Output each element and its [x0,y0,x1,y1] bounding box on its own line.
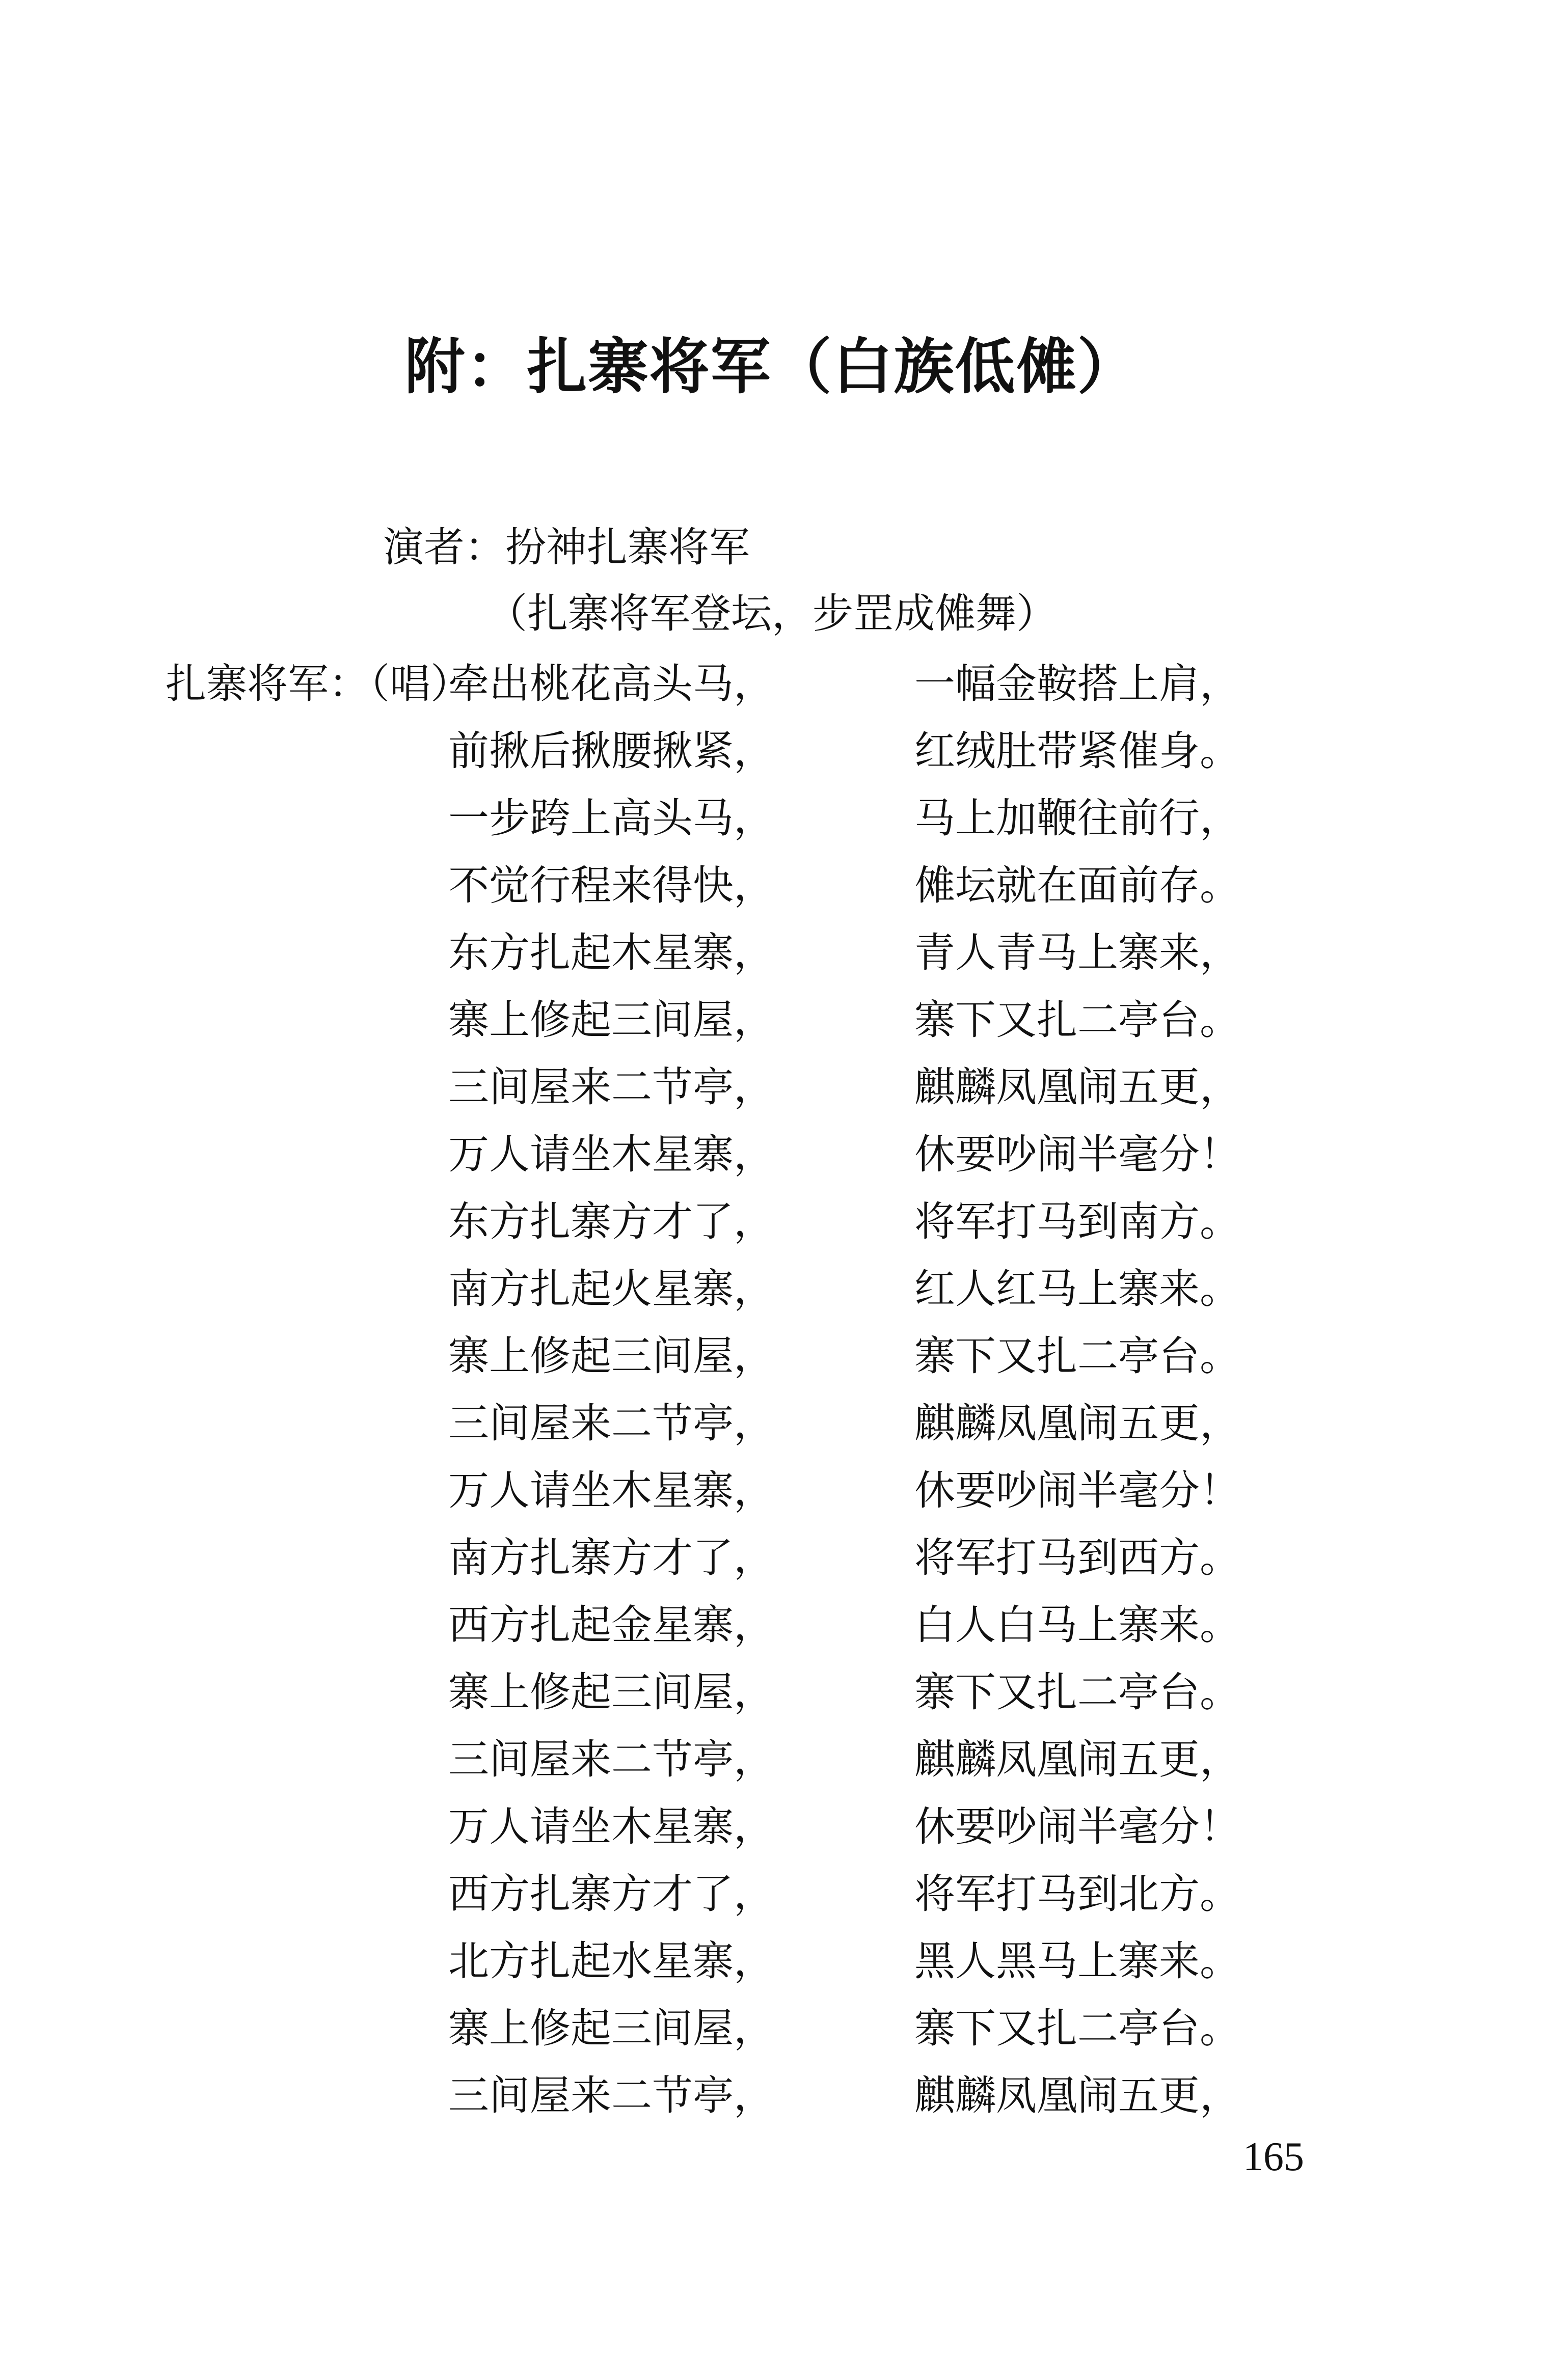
stage-direction: （扎寨将军登坛，步罡成傩舞） [486,590,1057,637]
verse-row [0,656,1543,723]
verse-row [0,1194,1543,1261]
verse-left: 东方扎寨方才了， [448,1198,774,1245]
verse-row [0,1933,1543,2001]
verse-left: 不觉行程来得快， [448,862,774,909]
verse-right: 寨下又扎二亭台。 [914,1668,1240,1716]
verse-right: 麒麟凤凰闹五更， [914,1400,1240,1447]
verse-left: 西方扎寨方才了， [448,1870,774,1918]
verse-row [0,1396,1543,1463]
page-number: 165 [1243,2135,1304,2179]
verse-row [0,858,1543,925]
verse-left: 寨上修起三间屋， [448,2005,774,2052]
verse-right: 休要吵闹半毫分！ [914,1131,1240,1178]
verse-right: 休要吵闹半毫分！ [914,1803,1240,1850]
verse-left: 南方扎起火星寨， [448,1265,774,1312]
verse-left: 寨上修起三间屋， [448,1332,774,1380]
verse-left: 北方扎起水星寨， [448,1937,774,1985]
verse-left: 万人请坐木星寨， [448,1467,774,1514]
verse-row [0,2001,1543,2068]
verse-right: 傩坛就在面前存。 [914,862,1240,909]
verse-right: 青人青马上寨来， [914,929,1240,976]
verse-right: 红人红马上寨来。 [914,1265,1240,1312]
verse-left: 三间屋来二节亭， [448,2072,774,2119]
verse-right: 寨下又扎二亭台。 [914,996,1240,1044]
verse-left: 前揪后揪腰揪紧， [448,727,774,775]
verse-left: 东方扎起木星寨， [448,929,774,976]
verse-row [0,1261,1543,1328]
verse-left: 三间屋来二节亭， [448,1063,774,1111]
performer-line: 演者：扮神扎寨将军 [383,524,750,571]
verse-row [0,1732,1543,1799]
verse-right: 将军打马到南方。 [914,1198,1240,1245]
verse-row [0,1664,1543,1732]
verse-row [0,1328,1543,1396]
verse-left: 一步跨上高头马， [448,795,774,842]
verse-right: 白人白马上寨来。 [914,1601,1240,1649]
verse-right: 将军打马到西方。 [914,1534,1240,1581]
verse-row [0,723,1543,790]
page-title: 附：扎寨将军（白族低傩） [404,332,1139,402]
speaker-label: 扎寨将军：（唱） [166,660,471,707]
verse-right: 休要吵闹半毫分！ [914,1467,1240,1514]
verse-row [0,2068,1543,2135]
verse-left: 三间屋来二节亭， [448,1736,774,1783]
verse-right: 红绒肚带紧催身。 [914,727,1240,775]
verse-right: 寨下又扎二亭台。 [914,1332,1240,1380]
verse-row [0,790,1543,858]
verse-row [0,1799,1543,1866]
verse-row [0,1463,1543,1530]
verse-right: 黑人黑马上寨来。 [914,1937,1240,1985]
verse-left: 寨上修起三间屋， [448,1668,774,1716]
verse-left: 西方扎起金星寨， [448,1601,774,1649]
verse-row [0,1530,1543,1597]
verse-right: 将军打马到北方。 [914,1870,1240,1918]
verse-row [0,1597,1543,1664]
verse-right: 麒麟凤凰闹五更， [914,1063,1240,1111]
verse-right: 马上加鞭往前行， [914,795,1240,842]
verse-row [0,1059,1543,1127]
verse-left: 万人请坐木星寨， [448,1131,774,1178]
verse-left: 寨上修起三间屋， [448,996,774,1044]
verse-left: 三间屋来二节亭， [448,1400,774,1447]
verse-row [0,925,1543,992]
verse-row [0,992,1543,1059]
verse-right: 麒麟凤凰闹五更， [914,1736,1240,1783]
verse-left: 牵出桃花高头马， [448,660,774,707]
verse-right: 一幅金鞍搭上肩， [914,660,1240,707]
verse-left: 南方扎寨方才了， [448,1534,774,1581]
verse-row [0,1866,1543,1933]
verse-right: 寨下又扎二亭台。 [914,2005,1240,2052]
verse-lines [0,656,1543,2135]
verse-left: 万人请坐木星寨， [448,1803,774,1850]
verse-row [0,1127,1543,1194]
verse-right: 麒麟凤凰闹五更， [914,2072,1240,2119]
